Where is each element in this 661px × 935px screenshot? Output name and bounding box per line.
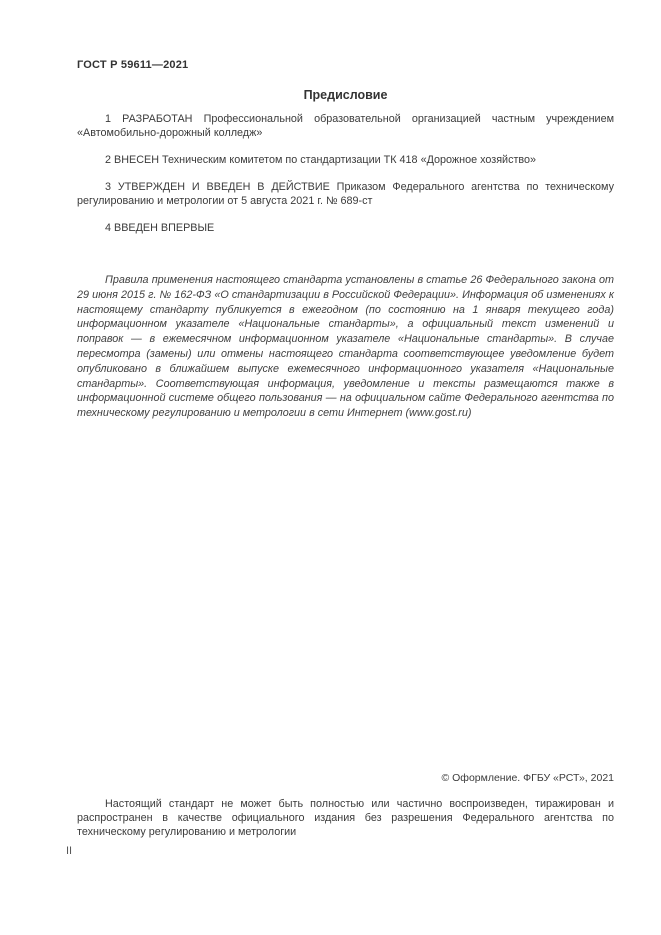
preface-title: Предисловие	[303, 88, 388, 102]
preface-item-introduced: 4 ВВЕДЕН ВПЕРВЫЕ	[105, 222, 215, 234]
copyright-line: © Оформление. ФГБУ «РСТ», 2021	[441, 772, 614, 784]
preface-item-approved: 3 УТВЕРЖДЕН И ВВЕДЕН В ДЕЙСТВИЕ Приказом Федерального агентства по техническому регулированию и метрологии от 5 августа 2021 г. № 689-ст	[77, 181, 614, 207]
page-number: II	[66, 845, 73, 857]
document-code: ГОСТ Р 59611—2021	[77, 59, 189, 71]
preface-item-developed: 1 РАЗРАБОТАН Профессиональной образовательной организацией частным учреждением «Автомобильно-дорожный колледж»	[77, 113, 614, 139]
preface-body	[77, 112, 614, 248]
preface-item-submitted: 2 ВНЕСЕН Техническим комитетом по стандартизации ТК 418 «Дорожное хозяйство»	[105, 154, 537, 166]
reproduction-notice: Настоящий стандарт не может быть полностью или частично воспроизведен, тиражирован и распространен в качестве официального издания без разрешения Федерального агентства по техническому регулированию и метрологии	[77, 798, 614, 838]
legal-application-note: Правила применения настоящего стандарта установлены в статье 26 Федерального закона от 29 июня 2015 г. № 162-ФЗ «О стандартизации в Российской Федерации». Информация об изменениях к настоящему стандарту публикуется в ежегодном (по состоянию на 1 января текущего года) информационном указателе «Национальные стандарты», а официальный текст изменений и поправок — в ежемесячном информационном указателе «Национальные стандарты». В случае пересмотра (замены) или отмены настоящего стандарта соответствующее уведомление будет опубликовано в ближайшем выпуске ежемесячного информационного указателя «Национальные стандарты». Соответствующая информация, уведомление и тексты размещаются также в информационной системе общего пользования — на официальном сайте Федерального агентства по техническому регулированию и метрологии в сети Интернет (www.gost.ru)	[77, 274, 614, 420]
